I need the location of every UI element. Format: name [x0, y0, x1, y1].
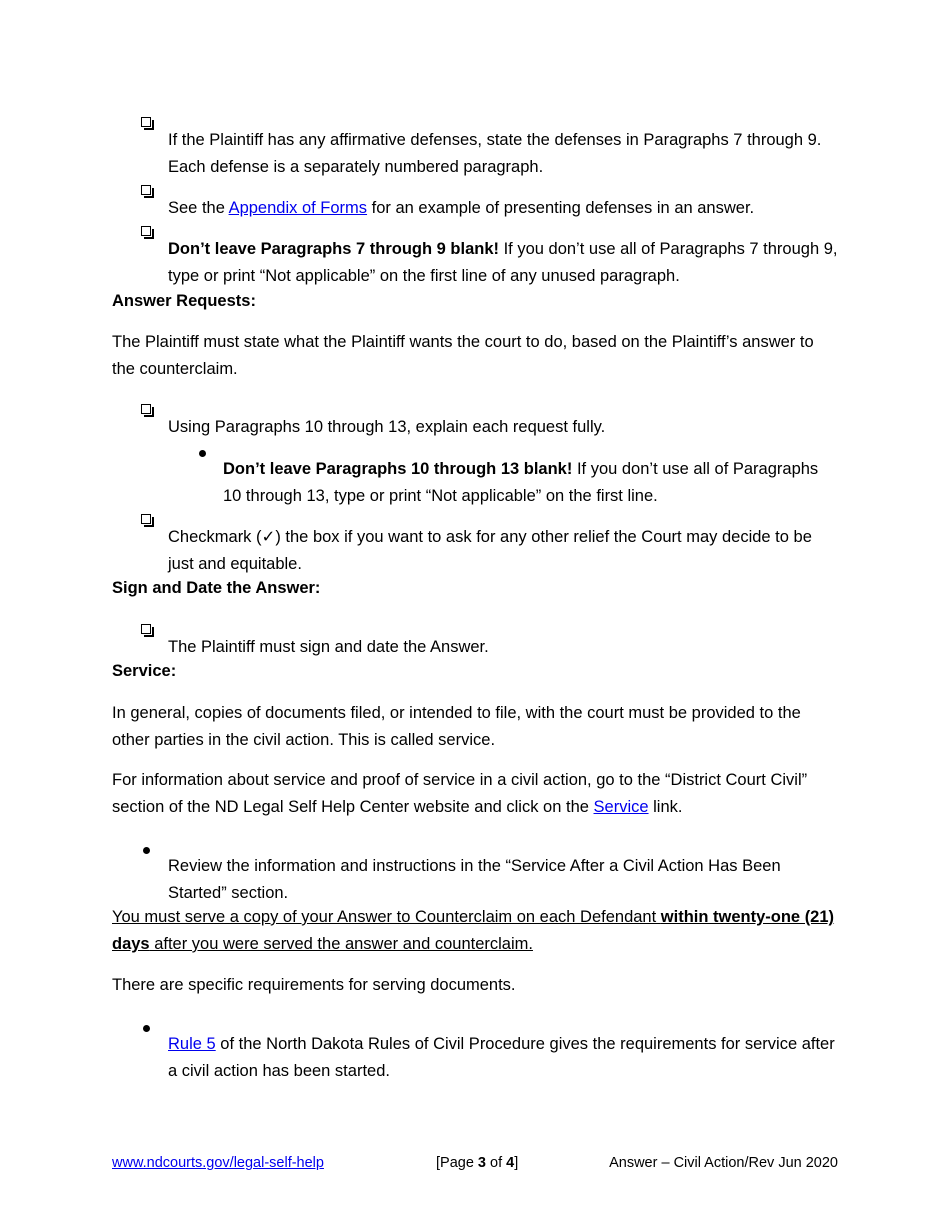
answer-requests-heading: Answer Requests:: [112, 292, 256, 310]
answer-requests-para: The Plaintiff must state what the Plaintiff wants the court to do, based on the Plaintiff’s answer to the counterclaim.: [112, 333, 814, 378]
footer-page-number: [Page 3 of 4]: [436, 1155, 519, 1171]
see-appendix-text: See the Appendix of Forms for an example of presenting defenses in an answer.: [168, 198, 755, 217]
service-heading: Service:: [112, 662, 177, 680]
bullet-dot: [199, 450, 206, 457]
review-info-text: Review the information and instructions in the “Service After a Civil Action Has Been Started” section.: [168, 856, 781, 902]
affirmative-defenses-text: If the Plaintiff has any affirmative defenses, state the defenses in Paragraphs 7 through 9. Each defense is a separately numbered paragraph.: [168, 130, 822, 176]
footer-website-link[interactable]: www.ndcourts.gov/legal-self-help: [112, 1155, 324, 1171]
specific-requirements-text: There are specific requirements for serving documents.: [112, 976, 516, 994]
dont-leave-10-13-text: Don’t leave Paragraphs 10 through 13 blank! If you don’t use all of Paragraphs 10 through 13, type or print “Not applicable” on the first line.: [223, 459, 819, 505]
footer-doc-title: Answer – Civil Action/Rev Jun 2020: [609, 1155, 838, 1171]
bullet-dot: [143, 1025, 150, 1032]
rule-5-text: Rule 5 of the North Dakota Rules of Civil Procedure gives the requirements for service after a civil action has been started.: [168, 1034, 835, 1080]
must-serve-text: You must serve a copy of your Answer to Counterclaim on each Defendant within twenty-one (21) days after you were served the answer and counterclaim.: [112, 908, 835, 953]
sign-date-text: The Plaintiff must sign and date the Answer.: [168, 637, 489, 656]
using-paragraphs-text: Using Paragraphs 10 through 13, explain each request fully.: [168, 417, 606, 436]
rule-5-link[interactable]: Rule 5: [168, 1034, 216, 1053]
service-para-1: In general, copies of documents filed, or intended to file, with the court must be provided to the other parties in the civil action. This is called service.: [112, 704, 801, 749]
service-link[interactable]: Service: [593, 798, 649, 816]
appendix-of-forms-link[interactable]: Appendix of Forms: [228, 198, 368, 217]
sign-date-heading: Sign and Date the Answer:: [112, 579, 321, 597]
checkmark-relief-text: Checkmark (✓) the box if you want to ask for any other relief the Court may decide to be just and equitable.: [168, 527, 812, 573]
bullet-dot: [143, 847, 150, 854]
dont-leave-7-9-text: Don’t leave Paragraphs 7 through 9 blank! If you don’t use all of Paragraphs 7 through 9, type or print “Not applicable” on the first line of any unused paragraph.: [168, 239, 838, 285]
service-para-2: For information about service and proof of service in a civil action, go to the “District Court Civil” section of the ND Legal Self Help Center website and click on the Service link.: [112, 771, 808, 816]
